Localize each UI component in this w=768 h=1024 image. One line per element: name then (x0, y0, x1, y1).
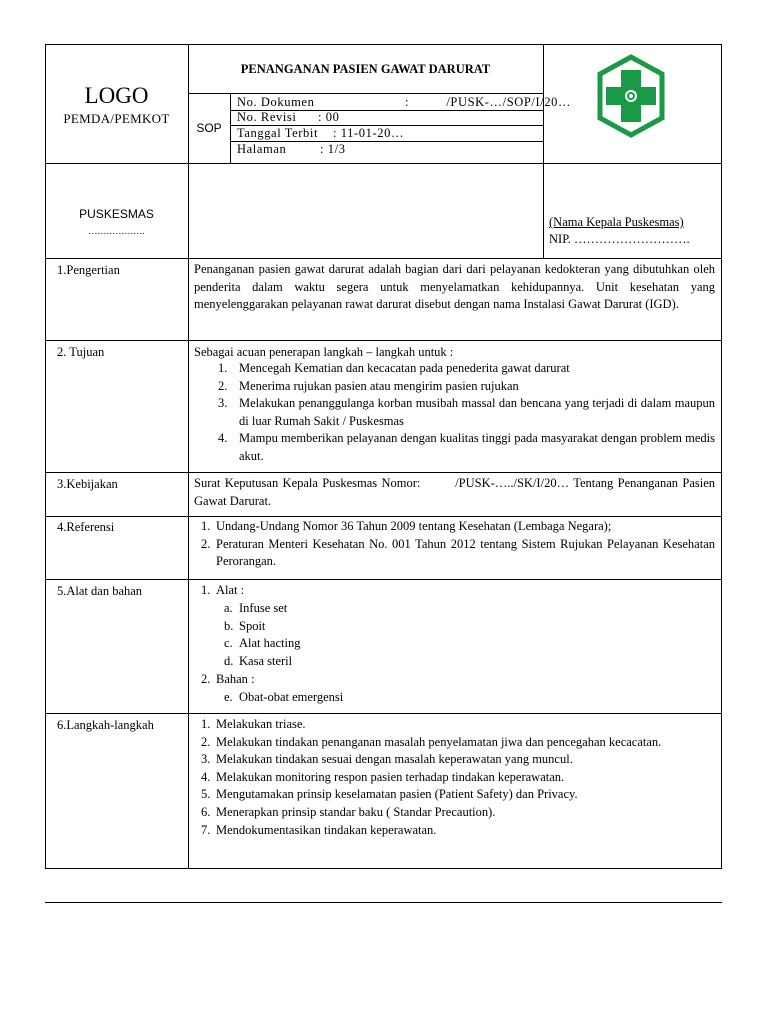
kepala-nip: NIP. ………………………. (549, 232, 690, 246)
list-item: 2. Peraturan Menteri Kesehatan No. 001 Tahun 2012 tentang Sistem Rujukan Pelayanan Kesehatan Perorangan. (201, 536, 715, 569)
list-item: 1. Melakukan triase. (201, 717, 306, 731)
bahan-heading (194, 671, 715, 689)
doc-row-value: : 11-01-20… (333, 126, 405, 140)
list-item: a. Infuse set (224, 601, 288, 615)
puskesmas-logo-icon (596, 54, 666, 138)
section-label-pengertian: 1.Pengertian (57, 263, 120, 277)
list-item: 3. Melakukan penanggulanga korban musibah massal dan bencana yang terjadi di dalam maupun di luar Rumah Sakit / Puskesmas (218, 396, 715, 428)
bahan-list (188, 689, 715, 707)
sop-label: SOP (196, 121, 222, 135)
kebijakan-text: Surat Keputusan Kepala Puskesmas Nomor: /PUSK-…../SK/I/20… Tentang Penanganan Pasien Gawat Darurat. (194, 476, 719, 508)
tujuan-intro: Sebagai acuan penerapan langkah – langkah untuk : (194, 345, 454, 359)
document-title: PENANGANAN PASIEN GAWAT DARURAT (240, 62, 491, 76)
list-item: 2. Menerima rujukan pasien atau mengirim pasien rujukan (218, 378, 519, 393)
list-item: 6. Menerapkan prinsip standar baku ( Standar Precaution). (201, 804, 496, 819)
list-item: 4. Melakukan monitoring respon pasien terhadap tindakan keperawatan. (201, 769, 565, 784)
list-item: 1. Alat : (201, 583, 245, 597)
doc-row-label: No. Revisi (237, 110, 297, 124)
doc-row-value: : 1/3 (320, 142, 346, 156)
section-label-kebijakan: 3.Kebijakan (57, 477, 118, 491)
kepala-puskesmas-name: (Nama Kepala Puskesmas) (549, 215, 684, 229)
section-label-tujuan: 2. Tujuan (57, 345, 105, 359)
pengertian-text: Penanganan pasien gawat darurat adalah bagian dari dari pelayanan kedokteran yang dibutuhkan oleh penderita dalam waktu segera untuk menyelamatkan kehidupannya. Unit kesehatan yang menyelenggarakan pelayanan rawat darurat disebut dengan nama Instalasi Gawat Darurat (IGD). (194, 262, 715, 312)
tujuan-list (194, 360, 715, 466)
section-label-alat: 5.Alat dan bahan (57, 584, 143, 598)
alat-list (188, 600, 715, 670)
list-item: 1. Mencegah Kematian dan kecacatan pada penederita gawat darurat (218, 361, 570, 375)
doc-row-label: Halaman (237, 142, 287, 156)
list-item: 3. Melakukan tindakan sesuai dengan masalah keperawatan yang muncul. (201, 752, 573, 767)
alat-heading (194, 582, 715, 600)
list-item: 5. Mengutamakan prinsip keselamatan pasien (Patient Safety) dan Privacy. (201, 787, 578, 802)
list-item: 7. Mendokumentasikan tindakan keperawatan. (201, 822, 437, 837)
list-item: 2. Bahan : (201, 672, 255, 686)
doc-row-value: : 00 (318, 110, 340, 124)
list-item: 1. Undang-Undang Nomor 36 Tahun 2009 tentang Kesehatan (Lembaga Negara); (201, 519, 612, 533)
doc-row-label: No. Dokumen (237, 95, 315, 109)
list-item: d. Kasa steril (224, 653, 293, 668)
doc-row-label: Tanggal Terbit (237, 126, 319, 140)
list-item: c. Alat hacting (224, 636, 301, 651)
org-label: PEMDA/PEMKOT (63, 111, 170, 126)
logo-placeholder: LOGO (84, 83, 149, 108)
referensi-list (194, 518, 715, 571)
section-label-langkah: 6.Langkah-langkah (57, 718, 154, 732)
list-item: 2. Melakukan tindakan penanganan masalah penyelamatan jiwa dan pencegahan kecacatan. (201, 734, 662, 749)
puskesmas-dots: ………………. (88, 226, 145, 236)
section-label-referensi: 4.Referensi (57, 520, 115, 534)
langkah-list (194, 716, 715, 839)
puskesmas-name: PUSKESMAS (79, 207, 154, 221)
doc-row-value: : /PUSK-…/SOP/I/20… (405, 95, 572, 109)
list-item: e. Obat-obat emergensi (224, 690, 344, 704)
list-item: b. Spoit (224, 618, 266, 633)
list-item: 4. Mampu memberikan pelayanan dengan kualitas tinggi pada masyarakat dengan problem medis akut. (218, 431, 715, 463)
